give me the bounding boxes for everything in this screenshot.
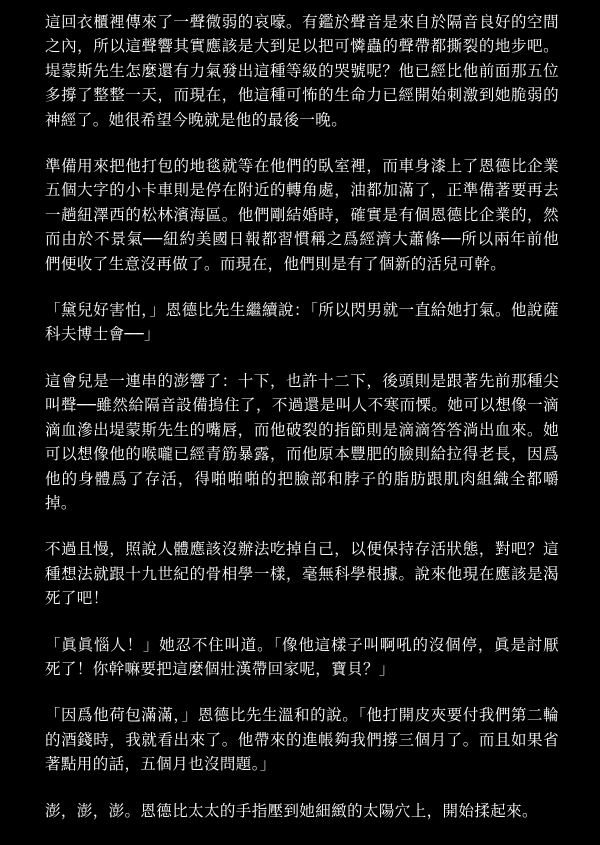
paragraph: 不過且慢，照說人體應該沒辦法吃掉自己，以便保持存活狀態，對吧？這種想法就跟十九世紀的骨相學一樣，毫無科學根據。說來他現在應該是渴死了吧！	[45, 540, 559, 608]
chapter-text	[45, 10, 559, 845]
paragraph: 「眞眞惱人！」她忍不住叫道。「像他這樣子叫啊吼的沒個停，眞是討厭死了！你幹嘛要把這麼個壯漢帶回家呢，寶貝？」	[45, 635, 559, 678]
paragraph: 澎，澎，澎。恩德比太太的手指壓到她細緻的太陽穴上，開始揉起來。	[45, 801, 538, 820]
paragraph: 準備用來把他打包的地毯就等在他們的臥室裡，而車身漆上了恩德比企業五個大字的小卡車則是停在附近的轉角處，油都加滿了，正準備著要再去一趟紐澤西的松林濱海區。他們剛結婚時，確實是有個恩德比企業的，然而由於不景氣──紐約美國日報都習慣稱之爲經濟大蕭條──所以兩年前他們便收了生意沒再做了。而現在，他們則是有了個新的活兒可幹。	[45, 157, 559, 273]
paragraph: 這會兒是一連串的澎響了：十下，也許十二下，後頭則是跟著先前那種尖叫聲──雖然給隔音設備摀住了，不過還是叫人不寒而慄。她可以想像一滴滴血滲出堤蒙斯先生的嘴唇，而他破裂的指節則是滴滴答答淌出血來。她可以想像他的喉嚨已經青筋暴露，而他原本豐肥的臉則給拉得老長，因爲他的身體爲了存活，得啪啪啪的把臉部和脖子的脂肪跟肌肉組織全都嚼掉。	[45, 371, 559, 512]
paragraph: 「黛兒好害怕，」恩德比先生繼續說：「所以閃男就一直給她打氣。他說薩科夫博士會──」	[45, 301, 559, 344]
paragraph: 「因爲他荷包滿滿，」恩德比先生溫和的說。「他打開皮夾要付我們第二輪的酒錢時，我就看出來了。他帶來的進帳夠我們撐三個月了。而且如果省著點用的話，五個月也沒問題。」	[45, 706, 559, 774]
paragraph: 這回衣櫃裡傳來了一聲微弱的哀嚎。有鑑於聲音是來自於隔音良好的空間之內，所以這聲響其實應該是大到足以把可憐蟲的聲帶都撕裂的地步吧。堤蒙斯先生怎麼還有力氣發出這種等級的哭號呢？他已經比他前面那五位多撐了整整一天，而現在，他這種可怖的生命力已經開始刺激到她脆弱的神經了。她很希望今晚就是他的最後一晚。	[45, 13, 559, 129]
